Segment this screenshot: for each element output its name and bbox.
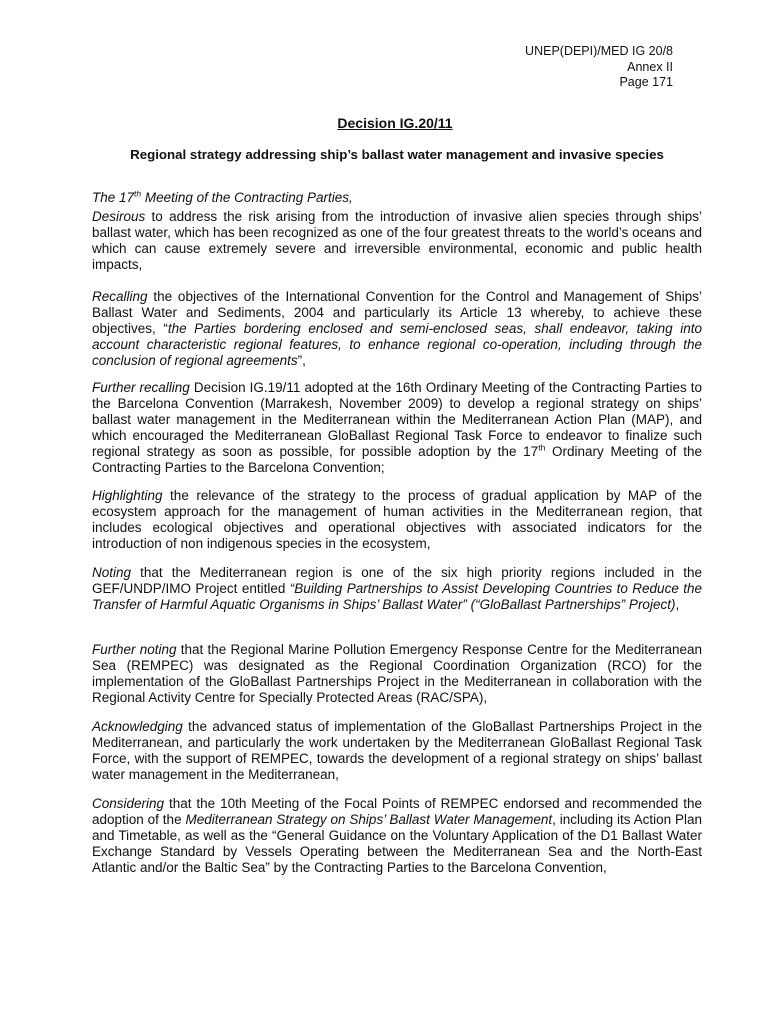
paragraph-quote: Mediterranean Strategy on Ships’ Ballast Water Management [185, 812, 553, 827]
paragraph-lead: Highlighting [92, 488, 163, 503]
paragraph-lead: Desirous [92, 209, 146, 224]
paragraph-tail: , including its Action Plan and Timetable, as well as the “General Guidance on the Voluntary Application of the D1 Ballast Water Exchange Standard by Vessels Operating between the Mediterranean Sea and the North-East Atlantic and/or the Baltic Sea” by the Contracting Parties to the Barcelona Convention, [92, 812, 702, 875]
paragraph-considering [92, 796, 702, 876]
paragraph-recalling [92, 289, 702, 369]
paragraph-text: that the Mediterranean region is one of the six high priority regions included in the GEF/UNDP/IMO Project entitled [92, 565, 702, 596]
paragraph-desirous [92, 209, 702, 273]
paragraph-further-recalling [92, 380, 702, 476]
paragraph-lead: Further noting [92, 642, 177, 657]
paragraph-acknowledging [92, 719, 702, 783]
document-reference: UNEP(DEPI)/MED IG 20/8 [525, 44, 673, 58]
paragraph-quote: the Parties bordering enclosed and semi-enclosed seas, shall endeavor, taking into account characteristic regional features, to enhance regional co-operation, including through the conclusion of regional agreements [92, 321, 702, 368]
meeting-line [92, 190, 353, 205]
paragraph-text: the relevance of the strategy to the process of gradual application by MAP of the ecosystem approach for the management of human activities in the Mediterranean region, that includes ecological objectives and operational objectives with associated indicators for the introduction of non indigenous species in the ecosystem, [92, 488, 702, 551]
paragraph-text: to address the risk arising from the introduction of invasive alien species through ships’ ballast water, which has been recognized as one of the four greatest threats to the world’s oceans and which can cause extremely severe and irreversible environmental, economic and public health impacts, [92, 209, 702, 272]
paragraph-text: that the Regional Marine Pollution Emergency Response Centre for the Mediterranean Sea (REMPEC) was designated as the Regional Coordination Organization (RCO) for the implementation of the GloBallast Partnerships Project in the Mediterranean in collaboration with the Regional Activity Centre for Specially Protected Areas (RAC/SPA), [92, 642, 703, 705]
paragraph-tail: Ordinary Meeting of the Contracting Parties to the Barcelona Convention; [92, 444, 703, 475]
paragraph-sup: th [538, 442, 546, 453]
page-header [525, 44, 673, 91]
page-number: Page 171 [619, 75, 673, 89]
paragraph-highlighting [92, 488, 702, 552]
meeting-line-text: The 17 [92, 190, 135, 205]
paragraph-tail: ”, [297, 353, 306, 368]
paragraph-lead: Acknowledging [92, 719, 183, 734]
paragraph-lead: Noting [92, 565, 132, 580]
decision-title: Decision IG.20/11 [337, 115, 453, 131]
paragraph-lead: Considering [92, 796, 165, 811]
paragraph-lead: Recalling [92, 289, 148, 304]
paragraph-text: the advanced status of implementation of the GloBallast Partnerships Project in the Mediterranean, and particularly the work undertaken by the Mediterranean GloBallast Regional Task Force, with the support of REMPEC, towards the development of a regional strategy on ships’ ballast water management in the Mediterranean, [92, 719, 702, 782]
annex-label: Annex II [627, 59, 673, 74]
paragraph-lead: Further recalling [92, 380, 190, 395]
paragraph-text: that the 10th Meeting of the Focal Points of REMPEC endorsed and recommended the adoption of the [92, 796, 702, 827]
paragraph-text: Decision IG.19/11 adopted at the 16th Ordinary Meeting of the Contracting Parties to the Barcelona Convention (Marrakesh, November 2009) to develop a regional strategy on ships’ ballast water management in the Mediterranean within the Mediterranean Action Plan (MAP), and which encouraged the Mediterranean GloBallast Regional Task Force to endeavor to finalize such regional strategy as soon as possible, for possible adoption by the 17 [92, 380, 702, 459]
paragraph-quote: “Building Partnerships to Assist Developing Countries to Reduce the Transfer of Harmful Aquatic Organisms in Ships’ Ballast Water” (“GloBallast Partnerships” Project) [92, 581, 702, 612]
meeting-line-text-end: Meeting of the Contracting Parties, [141, 190, 353, 205]
decision-subtitle: Regional strategy addressing ship’s ballast water management and invasive species [130, 147, 664, 162]
paragraph-text: the objectives of the International Convention for the Control and Management of Ships’ Ballast Water and Sediments, 2004 and particularly its Article 13 whereby, to achieve these objectives, “ [92, 289, 702, 336]
meeting-line-sup: th [134, 188, 142, 199]
paragraph-further-noting [92, 642, 702, 706]
paragraph-noting [92, 565, 702, 613]
paragraph-tail: , [675, 597, 680, 612]
